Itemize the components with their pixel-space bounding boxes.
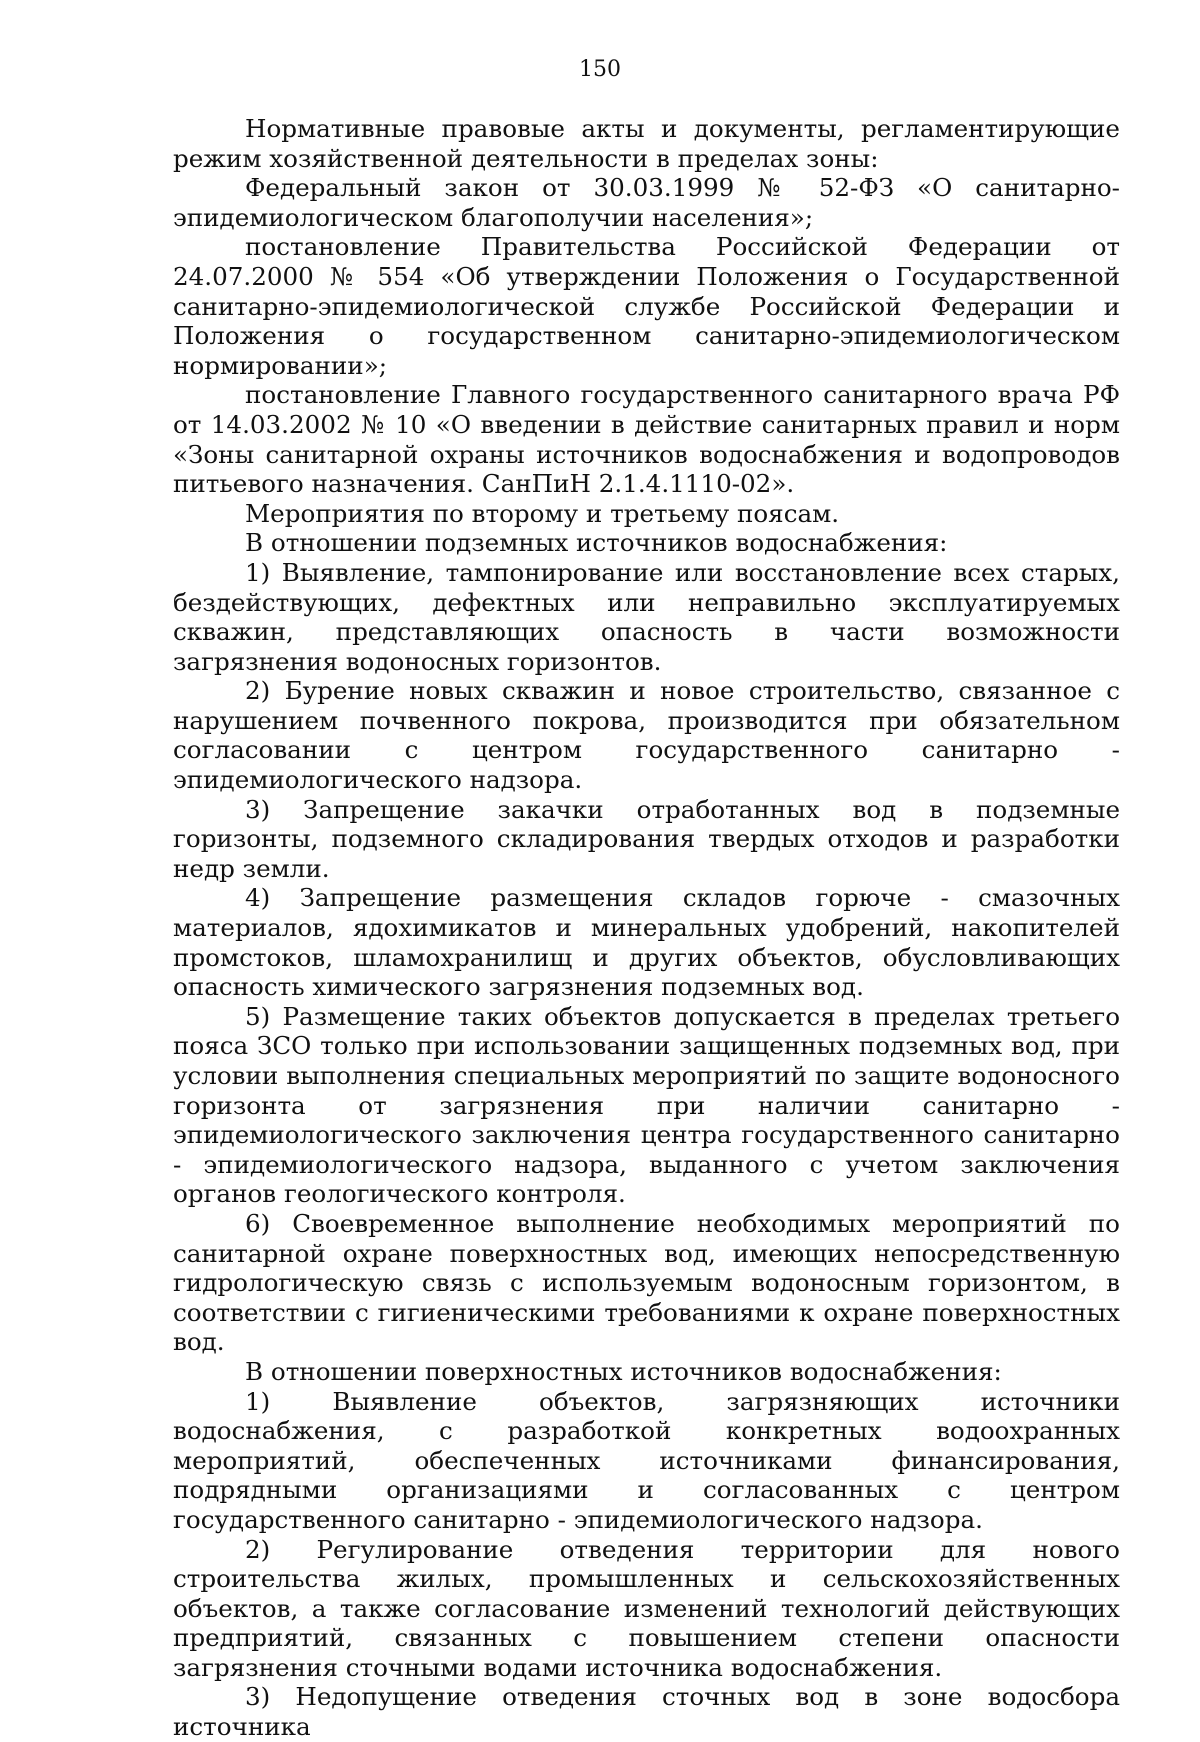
- document-body: [173, 114, 1120, 1742]
- list-item-surface-1: 1) Выявление объектов, загрязняющих источники водоснабжения, с разработкой конкретных водоохранных мероприятий, обеспеченных источниками финансирования, подрядными организациями и согласованных с центром государственного санитарно - эпидемиологического надзора.: [173, 1386, 1120, 1534]
- paragraph-federal-law: Федеральный закон от 30.03.1999 № 52-ФЗ «О санитарно-эпидемиологическом благополучии населения»;: [173, 173, 1120, 232]
- paragraph-surface-sources-heading: В отношении поверхностных источников водоснабжения:: [245, 1356, 1002, 1386]
- list-item-underground-2: 2) Бурение новых скважин и новое строительство, связанное с нарушением почвенного покрова, производится при обязательном согласовании с центром государственного санитарно - эпидемиологического надзора.: [173, 676, 1120, 795]
- paragraph-normative-acts-intro: Нормативные правовые акты и документы, регламентирующие режим хозяйственной деятельности в пределах зоны:: [173, 114, 1120, 173]
- list-item-underground-1: 1) Выявление, тампонирование или восстановление всех старых, бездействующих, дефектных или неправильно эксплуатируемых скважин, представляющих опасность в части возможности загрязнения водоносных горизонтов.: [173, 557, 1120, 676]
- paragraph-underground-sources-heading: В отношении подземных источников водоснабжения:: [245, 528, 948, 558]
- list-item-surface-2: 2) Регулирование отведения территории для нового строительства жилых, промышленных и сельскохозяйственных объектов, а также согласование изменений технологий действующих предприятий, связанных с повышением степени опасности загрязнения сточными водами источника водоснабжения.: [173, 1534, 1120, 1682]
- paragraph-sanitary-doctor-resolution: постановление Главного государственного санитарного врача РФ от 14.03.2002 № 10 «О введении в действие санитарных правил и норм «Зоны санитарной охраны источников водоснабжения и водопроводов питьевого назначения. СанПиН 2.1.4.1110-02».: [173, 380, 1120, 499]
- list-item-underground-5: 5) Размещение таких объектов допускается в пределах третьего пояса ЗСО только при использовании защищенных подземных вод, при условии выполнения специальных мероприятий по защите водоносного горизонта от загрязнения при наличии санитарно - эпидемиологического заключения центра государственного санитарно - эпидемиологического надзора, выданного с учетом заключения органов геологического контроля.: [173, 1001, 1120, 1209]
- list-item-surface-3: 3) Недопущение отведения сточных вод в зоне водосбора источника: [173, 1682, 1120, 1742]
- list-item-underground-4: 4) Запрещение размещения складов горюче - смазочных материалов, ядохимикатов и минеральных удобрений, накопителей промстоков, шламохранилищ и других объектов, обусловливающих опасность химического загрязнения подземных вод.: [173, 883, 1120, 1002]
- paragraph-government-resolution: постановление Правительства Российской Федерации от 24.07.2000 № 554 «Об утверждении Положения о Государственной санитарно-эпидемиологической службе Российской Федерации и Положения о государственном санитарно-эпидемиологическом нормировании»;: [173, 232, 1120, 380]
- list-item-underground-3: 3) Запрещение закачки отработанных вод в подземные горизонты, подземного складирования твердых отходов и разработки недр земли.: [173, 794, 1120, 883]
- page-number: 150: [579, 57, 621, 82]
- list-item-underground-6: 6) Своевременное выполнение необходимых мероприятий по санитарной охране поверхностных вод, имеющих непосредственную гидрологическую связь с используемым водоносным горизонтом, в соответствии с гигиеническими требованиями к охране поверхностных вод.: [173, 1208, 1120, 1357]
- paragraph-measures-heading: Мероприятия по второму и третьему поясам.: [245, 498, 840, 528]
